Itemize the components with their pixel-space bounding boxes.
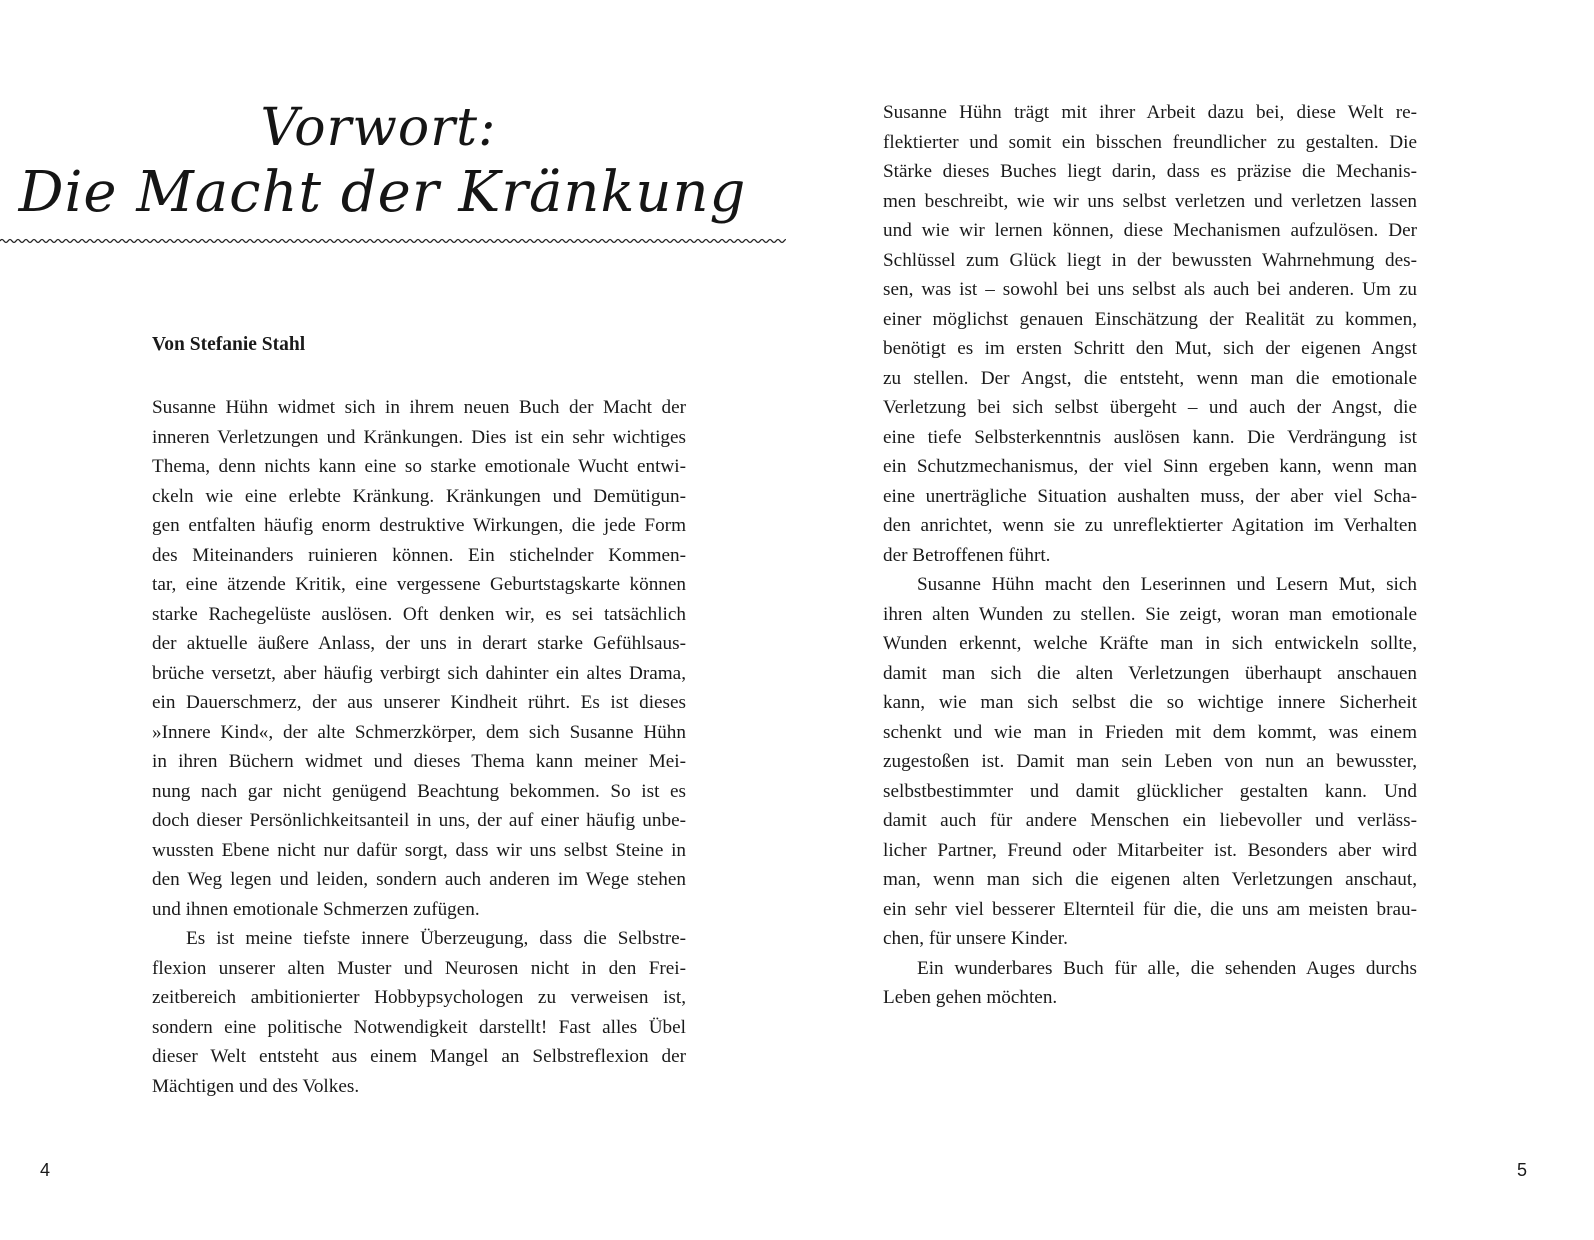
paragraph [152, 924, 686, 1101]
paragraph [152, 393, 686, 924]
text-line: einer möglichst genauen Einschätzung der Realität zu kommen, [883, 308, 1417, 330]
text-line: Wunden erkennt, welche Kräfte man in sich entwickeln sollte, [883, 633, 1417, 654]
paragraph [883, 954, 1417, 1013]
text-line: und wie wir lernen können, diese Mechanismen aufzulösen. Der [883, 220, 1417, 241]
text-line: dieser Welt entsteht aus einem Mangel an Selbstreflexion der [152, 1046, 686, 1067]
text-line: gen entfalten häufig enorm destruktive Wirkungen, die jede Form [152, 515, 686, 536]
text-line: eine unerträgliche Situation aushalten muss, der aber viel Scha- [883, 485, 1417, 507]
text-line: inneren Verletzungen und Kränkungen. Dies ist ein sehr wichtiges [152, 426, 686, 448]
text-line: man, wenn man sich die eigenen alten Verletzungen anschaut, [883, 869, 1417, 890]
paragraph [883, 570, 1417, 954]
text-line: chen, für unsere Kinder. [883, 928, 1068, 949]
text-line: kann, wie man sich selbst die so wichtige innere Sicherheit [883, 692, 1417, 713]
text-line: in ihren Büchern widmet und dieses Thema kann meiner Mei- [152, 751, 686, 772]
text-line: ckeln wie eine erlebte Kränkung. Kränkungen und Demütigun- [152, 485, 686, 507]
text-line: sen, was ist – sowohl bei uns selbst als auch bei anderen. Um zu [883, 279, 1417, 300]
wave-line [0, 240, 786, 243]
text-line: sondern eine politische Notwendigkeit darstellt! Fast alles Übel [152, 1016, 686, 1038]
text-line: und ihnen emotionale Schmerzen zufügen. [152, 898, 480, 920]
right-text-column [883, 98, 1417, 1013]
text-line: Mächtigen und des Volkes. [152, 1075, 360, 1097]
text-line: Leben gehen möchten. [883, 987, 1058, 1008]
text-line: eine tiefe Selbsterkenntnis auslösen kann. Die Verdrängung ist [883, 426, 1417, 448]
text-line: »Innere Kind«, der alte Schmerzkörper, dem sich Susanne Hühn [152, 721, 686, 743]
text-line: flektierter und somit ein bisschen freundlicher zu gestalten. Die [883, 131, 1417, 153]
text-line: nung nach gar nicht genügend Beachtung bekommen. So ist es [152, 780, 686, 802]
text-line: den Weg legen und leiden, sondern auch anderen im Wege stehen [152, 869, 686, 890]
text-line: Ein wunderbares Buch für alle, die sehenden Auges durchs [917, 957, 1417, 979]
left-text-column [152, 393, 686, 1101]
text-line: den anrichtet, wenn sie zu unreflektierter Agitation im Verhalten [883, 515, 1417, 536]
text-line: Susanne Hühn trägt mit ihrer Arbeit dazu bei, diese Welt re- [883, 102, 1417, 123]
text-line: tar, eine ätzende Kritik, eine vergessene Geburtstagskarte können [152, 574, 686, 595]
text-line: der Betroffenen führt. [883, 544, 1051, 566]
text-line: starke Rachegelüste auslösen. Oft denken wir, es sei tatsächlich [152, 603, 686, 625]
author-byline: Von Stefanie Stahl [152, 334, 306, 355]
text-line: Thema, denn nichts kann eine so starke emotionale Wucht entwi- [152, 456, 686, 477]
text-line: Susanne Hühn widmet sich in ihrem neuen Buch der Macht der [152, 397, 686, 418]
page-number-right: 5 [1517, 1160, 1528, 1180]
text-line: men beschreibt, wie wir uns selbst verletzen und verletzen lassen [883, 190, 1417, 212]
text-line: zugestoßen ist. Damit man sein Leben von nun an bewusster, [883, 751, 1417, 772]
page-number-left: 4 [40, 1160, 51, 1180]
text-line: flexion unserer alten Muster und Neurosen nicht in den Frei- [152, 957, 686, 979]
text-line: der aktuelle äußere Anlass, der uns in derart starke Gefühlsaus- [152, 633, 686, 654]
text-line: brüche versetzt, aber häufig verbirgt sich dahinter ein altes Drama, [152, 662, 686, 684]
text-line: Schlüssel zum Glück liegt in der bewussten Wahrnehmung des- [883, 249, 1417, 271]
text-line: selbstbestimmter und damit glücklicher gestalten kann. Und [883, 780, 1417, 802]
wavy-divider [0, 234, 786, 248]
text-line: damit auch für andere Menschen ein liebevoller und verläss- [883, 810, 1417, 831]
text-line: Stärke dieses Buches liegt darin, dass es präzise die Mechanis- [883, 161, 1417, 182]
text-line: Susanne Hühn macht den Leserinnen und Lesern Mut, sich [917, 574, 1417, 595]
text-line: zu stellen. Der Angst, die entsteht, wenn man die emotionale [883, 367, 1417, 389]
text-line: benötigt es im ersten Schritt den Mut, sich der eigenen Angst [883, 338, 1417, 359]
chapter-title-line-1: Vorwort: [260, 98, 497, 158]
text-line: ein Dauerschmerz, der aus unserer Kindheit rührt. Es ist dieses [152, 692, 686, 713]
chapter-title-line-2: Die Macht der Kränkung [18, 160, 747, 225]
text-line: Es ist meine tiefste innere Überzeugung, dass die Selbstre- [186, 928, 686, 949]
paragraph [883, 98, 1417, 570]
text-line: ein sehr viel besserer Elternteil für die, die uns am meisten brau- [883, 898, 1417, 920]
text-line: schenkt und wie man in Frieden mit dem kommt, was einem [883, 721, 1417, 743]
text-line: ihren alten Wunden zu stellen. Sie zeigt, woran man emotionale [883, 603, 1417, 625]
text-line: licher Partner, Freund oder Mitarbeiter ist. Besonders aber wird [883, 839, 1417, 861]
text-line: des Miteinanders ruinieren können. Ein stichelnder Kommen- [152, 544, 686, 566]
text-line: damit man sich die alten Verletzungen überhaupt anschauen [883, 662, 1417, 684]
text-line: zeitbereich ambitionierter Hobbypsychologen zu verweisen ist, [152, 987, 686, 1008]
text-line: wussten Ebene nicht nur dafür sorgt, dass wir uns selbst Steine in [152, 839, 686, 861]
text-line: doch dieser Persönlichkeitsanteil in uns, der auf einer häufig unbe- [152, 810, 686, 831]
text-line: ein Schutzmechanismus, der viel Sinn ergeben kann, wenn man [883, 456, 1417, 477]
text-line: Verletzung bei sich selbst übergeht – und auch der Angst, die [883, 397, 1417, 418]
